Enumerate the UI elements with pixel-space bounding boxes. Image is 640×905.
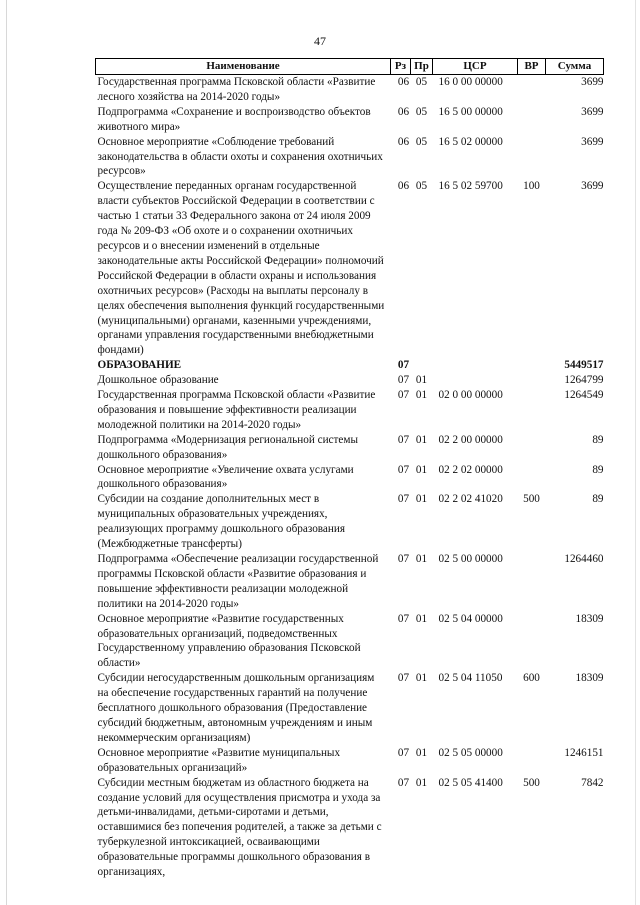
- table-row: [96, 179, 604, 358]
- table-row: [96, 373, 604, 388]
- cell-vr: [518, 75, 546, 105]
- cell-pr: 01: [415, 389, 428, 402]
- cell-vr: 100: [523, 180, 540, 193]
- cell-vr: [518, 388, 546, 433]
- table-row: [96, 388, 604, 433]
- cell-vr: 500: [523, 493, 540, 506]
- cell-pr: [411, 358, 433, 373]
- cell-rz: 06: [397, 105, 410, 118]
- table-row: [96, 358, 604, 373]
- cell-rz: 06: [397, 180, 410, 193]
- cell-vr: [518, 373, 546, 388]
- cell-vr: 500: [523, 776, 540, 789]
- cell-name: Субсидии на создание дополнительных мест в муниципальных образовательных учреждениях, реализующих программу дошкольного образования (Межбюджетные трансферты): [97, 493, 346, 551]
- cell-pr: 01: [415, 776, 428, 789]
- table-row: [96, 776, 604, 880]
- header-vr: ВР: [518, 59, 546, 75]
- table-row: [96, 75, 604, 105]
- cell-vr: [518, 612, 546, 672]
- cell-vr: [518, 358, 546, 373]
- cell-rz: 07: [397, 493, 410, 506]
- cell-pr: 01: [415, 746, 428, 759]
- cell-name: Осуществление переданных органам государственной власти субъектов Российской Федерации в соответствии с частью 1 статьи 33 Федерального закона от 24 июля 2009 года № 209-ФЗ «Об охоте и о сохранении охотничьих ресурсов и о внесении изменений в отдельные законодательные акты Российской Федерации» полномочий Российской Федерации в области охраны и использования охотничьих ресурсов» (Расходы на выплаты персоналу в целях обеспечения выполнения функций государственными (муниципальными) органами, казенными учреждениями, органами управления государственными внебюджетными фондами): [97, 180, 385, 357]
- cell-sum: 18309: [575, 612, 604, 625]
- cell-csr: 16 5 02 59700: [438, 180, 503, 193]
- cell-rz: 07: [397, 374, 410, 387]
- cell-csr: 02 0 00 00000: [438, 389, 503, 402]
- budget-table: [95, 58, 604, 880]
- cell-pr: 05: [415, 105, 428, 118]
- cell-name: Основное мероприятие «Соблюдение требований законодательства в области охоты и сохранения охотничьих ресурсов»: [97, 135, 383, 178]
- header-pr: Пр: [411, 59, 433, 75]
- cell-rz: 07: [397, 359, 410, 372]
- table-row: [96, 492, 604, 552]
- cell-pr: 05: [415, 180, 428, 193]
- cell-sum: 3699: [581, 180, 604, 193]
- cell-csr: 16 5 02 00000: [438, 135, 503, 148]
- cell-sum: 3699: [581, 105, 604, 118]
- cell-sum: 5449517: [564, 359, 604, 372]
- cell-csr: 02 2 02 00000: [438, 463, 503, 476]
- cell-vr: [518, 433, 546, 463]
- cell-pr: 01: [415, 433, 428, 446]
- cell-vr: 600: [523, 672, 540, 685]
- cell-vr: [518, 105, 546, 135]
- table-row: [96, 433, 604, 463]
- table-header-row: [96, 59, 604, 75]
- header-csr: ЦСР: [433, 59, 518, 75]
- cell-sum: 89: [592, 463, 604, 476]
- cell-name: Подпрограмма «Сохранение и воспроизводство объектов животного мира»: [97, 105, 371, 133]
- cell-pr: 01: [415, 493, 428, 506]
- cell-vr: [518, 746, 546, 776]
- cell-rz: 07: [397, 746, 410, 759]
- cell-sum: 1264799: [564, 374, 604, 387]
- cell-pr: 05: [415, 135, 428, 148]
- cell-rz: 07: [397, 433, 410, 446]
- header-rz: Рз: [391, 59, 411, 75]
- cell-pr: 05: [415, 76, 428, 88]
- cell-rz: 07: [397, 553, 410, 565]
- table-row: [96, 105, 604, 135]
- cell-rz: 07: [397, 389, 410, 402]
- cell-name: Основное мероприятие «Развитие государственных образовательных организаций, подведомственных Государственному управлению образования Псковской области»: [97, 612, 361, 670]
- header-name: Наименование: [96, 59, 391, 75]
- cell-sum: 3699: [581, 76, 604, 88]
- cell-sum: 1264460: [564, 553, 604, 565]
- cell-pr: 01: [415, 612, 428, 625]
- table-row: [96, 746, 604, 776]
- cell-vr: [518, 463, 546, 493]
- cell-rz: 07: [397, 463, 410, 476]
- table-row: [96, 552, 604, 612]
- cell-sum: 1264549: [564, 389, 604, 402]
- cell-rz: 07: [397, 612, 410, 625]
- cell-name: ОБРАЗОВАНИЕ: [97, 359, 182, 372]
- cell-csr: 16 5 00 00000: [438, 105, 503, 118]
- cell-rz: 06: [397, 76, 410, 88]
- cell-csr: [433, 373, 518, 388]
- cell-csr: 02 5 04 11050: [438, 672, 503, 685]
- cell-sum: 7842: [581, 776, 604, 789]
- cell-vr: [518, 552, 546, 612]
- cell-name: Подпрограмма «Обеспечение реализации государственной программы Псковской области «Развитие образования и повышение эффективности реализации молодежной политики на 2014-2020 годы»: [97, 553, 379, 610]
- scan-left-edge: [6, 0, 7, 905]
- cell-name: Субсидии местным бюджетам из областного бюджета на создание условий для осуществления присмотра и ухода за детьми-инвалидами, детьми-сиротами и детьми, оставшимися без попечения родителей, а также за детьми с туберкулезной интоксикацией, осваивающими образовательные программы дошкольного образования в организациях,: [97, 776, 382, 879]
- cell-sum: 1246151: [564, 746, 604, 759]
- cell-pr: 01: [415, 553, 428, 565]
- cell-sum: 18309: [575, 672, 604, 685]
- cell-sum: 3699: [581, 135, 604, 148]
- cell-name: Субсидии негосударственным дошкольным организациям на обеспечение государственных гарантий на получение бесплатного дошкольного образования (Предоставление субсидий бюджетным, автономным учреждениям и иным некоммерческим организациям): [97, 672, 375, 744]
- cell-rz: 07: [397, 776, 410, 789]
- cell-csr: 02 5 04 00000: [438, 612, 503, 625]
- table-row: [96, 671, 604, 746]
- cell-name: Основное мероприятие «Увеличение охвата услугами дошкольного образования»: [97, 463, 354, 491]
- scan-right-edge: [635, 0, 636, 905]
- cell-rz: 06: [397, 135, 410, 148]
- table-row: [96, 463, 604, 493]
- cell-name: Государственная программа Псковской области «Развитие лесного хозяйства на 2014-2020 годы»: [97, 76, 376, 103]
- cell-pr: 01: [415, 672, 428, 685]
- cell-pr: 01: [415, 463, 428, 476]
- cell-sum: 89: [592, 433, 604, 446]
- cell-csr: 02 5 00 00000: [438, 553, 503, 565]
- cell-name: Дошкольное образование: [97, 374, 219, 387]
- cell-csr: 02 2 02 41020: [438, 493, 503, 506]
- cell-csr: [433, 358, 518, 373]
- cell-name: Подпрограмма «Модернизация региональной системы дошкольного образования»: [97, 433, 358, 461]
- table-row: [96, 135, 604, 180]
- header-sum: Сумма: [546, 59, 604, 75]
- table-row: [96, 612, 604, 672]
- cell-csr: 02 2 00 00000: [438, 433, 503, 446]
- cell-name: Государственная программа Псковской области «Развитие образования и повышение эффективности реализации молодежной политики на 2014-2020 годы»: [97, 389, 376, 431]
- cell-name: Основное мероприятие «Развитие муниципальных образовательных организаций»: [97, 746, 341, 774]
- cell-sum: 89: [592, 493, 604, 506]
- cell-csr: 02 5 05 41400: [438, 776, 503, 789]
- cell-rz: 07: [397, 672, 410, 685]
- cell-csr: 02 5 05 00000: [438, 746, 503, 759]
- page-number: 47: [314, 34, 326, 48]
- cell-csr: 16 0 00 00000: [438, 76, 503, 88]
- cell-vr: [518, 135, 546, 180]
- cell-pr: 01: [415, 374, 428, 387]
